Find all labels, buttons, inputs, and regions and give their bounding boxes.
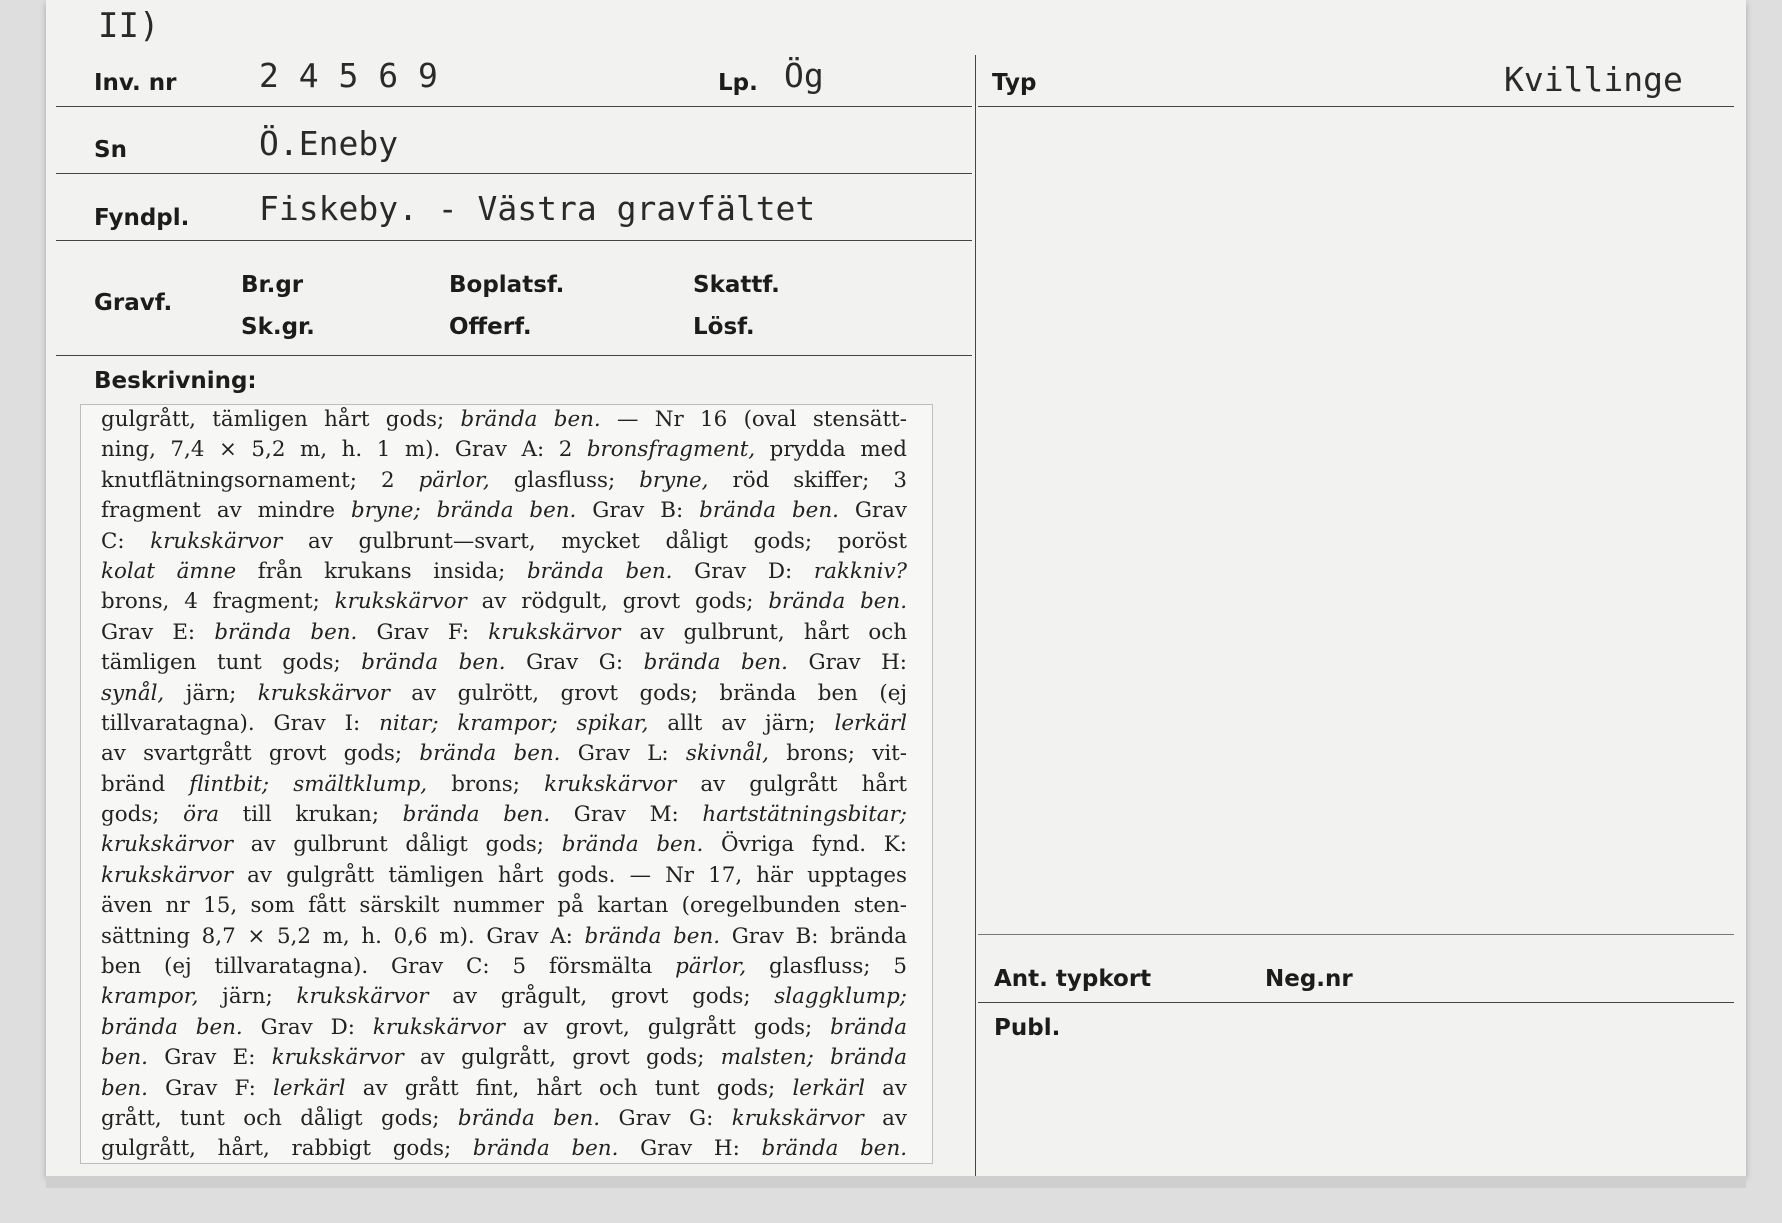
ant-typkort-label: Ant. typkort xyxy=(994,966,1152,992)
description-line: brända ben. Grav D: krukskärvor av grovt, gulgrått gods; brända xyxy=(101,1014,907,1040)
card-bottom-edge xyxy=(46,1176,1746,1188)
description-line: gods; öra till krukan; brända ben. Grav M: hartstätningsbitar; xyxy=(101,802,907,828)
inv-nr-value: 2 4 5 6 9 xyxy=(259,56,438,95)
description-line: sättning 8,7 × 5,2 m, h. 0,6 m). Grav A: brända ben. Grav B: brända xyxy=(101,923,907,949)
description-line: bränd flintbit; smältklump, brons; krukskärvor av gulgrått hårt xyxy=(101,771,907,797)
description-line: C: krukskärvor av gulbrunt—svart, mycket dåligt gods; poröst xyxy=(101,528,907,554)
rule-fyndpl xyxy=(56,240,972,241)
neg-nr-label: Neg.nr xyxy=(1265,966,1353,992)
sn-label: Sn xyxy=(94,137,127,163)
gravf-option-sk-gr: Sk.gr. xyxy=(241,314,315,340)
description-line: ben. Grav F: lerkärl av grått fint, hårt och tunt gods; lerkärl av xyxy=(101,1075,907,1101)
typ-label: Typ xyxy=(992,70,1037,96)
description-line: fragment av mindre bryne; brända ben. Grav B: brända ben. Grav xyxy=(101,498,907,524)
description-line: brons, 4 fragment; krukskärvor av rödgult, grovt gods; brända ben. xyxy=(101,589,907,615)
gravf-option-skattf: Skattf. xyxy=(693,272,780,298)
description-line: krukskärvor av gulbrunt dåligt gods; brända ben. Övriga fynd. K: xyxy=(101,832,907,858)
lp-label: Lp. xyxy=(718,70,758,96)
fyndpl-value: Fiskeby. - Västra gravfältet xyxy=(259,189,816,228)
lp-value: Ög xyxy=(784,56,824,95)
gravf-option-offerf: Offerf. xyxy=(449,314,532,340)
description-line: även nr 15, som fått särskilt nummer på kartan (oregelbunden sten- xyxy=(101,893,907,919)
rule-gravf xyxy=(56,355,972,356)
rule-inv xyxy=(56,106,972,107)
rule-sn xyxy=(56,173,972,174)
gravf-option-boplatsf: Boplatsf. xyxy=(449,272,565,298)
description-line: ning, 7,4 × 5,2 m, h. 1 m). Grav A: 2 bronsfragment, prydda med xyxy=(101,437,907,463)
sn-value: Ö.Eneby xyxy=(259,124,399,163)
description-line: tillvaratagna). Grav I: nitar; krampor; spikar, allt av järn; lerkärl xyxy=(101,710,907,736)
gravf-label: Gravf. xyxy=(94,290,173,316)
description-text xyxy=(101,405,907,1165)
gravf-option-br-gr: Br.gr xyxy=(241,272,304,298)
description-line: grått, tunt och dåligt gods; brända ben. Grav G: krukskärvor av xyxy=(101,1105,907,1131)
description-line: tämligen tunt gods; brända ben. Grav G: brända ben. Grav H: xyxy=(101,650,907,676)
description-line: ben (ej tillvaratagna). Grav C: 5 försmälta pärlor, glasfluss; 5 xyxy=(101,954,907,980)
fyndpl-label: Fyndpl. xyxy=(94,205,190,231)
rule-right-lower xyxy=(978,934,1734,935)
description-line: gulgrått, tämligen hårt gods; brända ben. — Nr 16 (oval stensätt- xyxy=(101,407,907,432)
column-divider xyxy=(975,55,976,1180)
description-clipping xyxy=(80,404,933,1164)
description-line: krampor, järn; krukskärvor av grågult, grovt gods; slaggklump; xyxy=(101,984,907,1010)
typ-value: Kvillinge xyxy=(1504,60,1683,99)
publ-label: Publ. xyxy=(994,1015,1061,1041)
description-line: synål, järn; krukskärvor av gulrött, grovt gods; brända ben (ej xyxy=(101,680,907,706)
description-line: av svartgrått grovt gods; brända ben. Grav L: skivnål, brons; vit- xyxy=(101,741,907,767)
description-line: gulgrått, hårt, rabbigt gods; brända ben. Grav H: brända ben. xyxy=(101,1136,907,1162)
inv-nr-label: Inv. nr xyxy=(94,70,177,96)
description-line: kolat ämne från krukans insida; brända ben. Grav D: rakkniv? xyxy=(101,558,907,584)
description-line: Grav E: brända ben. Grav F: krukskärvor av gulbrunt, hårt och xyxy=(101,619,907,645)
catalog-card xyxy=(46,0,1746,1176)
description-line: ben. Grav E: krukskärvor av gulgrått, grovt gods; malsten; brända xyxy=(101,1045,907,1071)
corner-mark: II) xyxy=(98,6,160,46)
beskrivning-label: Beskrivning: xyxy=(94,368,257,394)
description-line: krukskärvor av gulgrått tämligen hårt gods. — Nr 17, här upptages xyxy=(101,862,907,888)
gravf-option-losf: Lösf. xyxy=(693,314,755,340)
description-line: knutflätningsornament; 2 pärlor, glasfluss; bryne, röd skiffer; 3 xyxy=(101,467,907,493)
rule-ant-typkort xyxy=(978,1002,1734,1003)
rule-typ xyxy=(978,106,1734,107)
